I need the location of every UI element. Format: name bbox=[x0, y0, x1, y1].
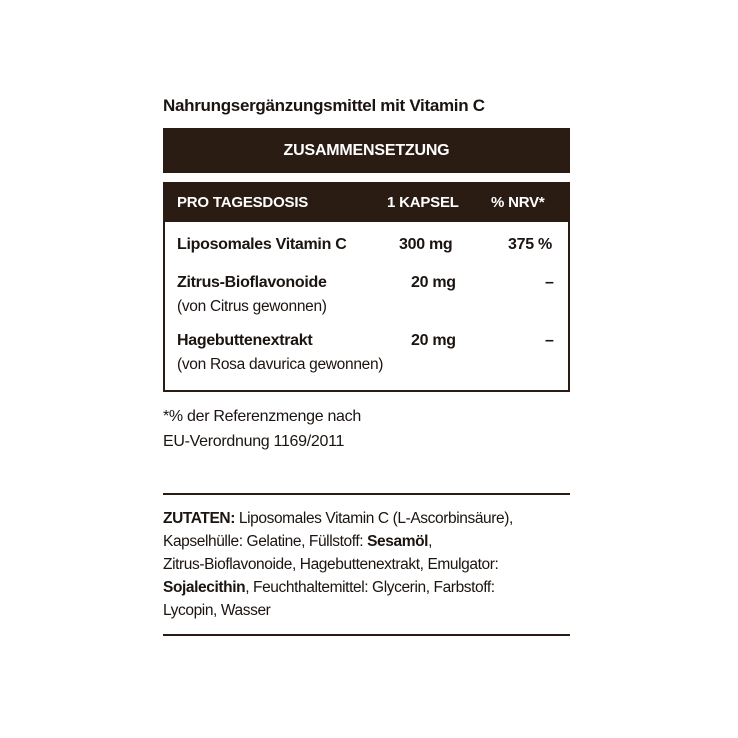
ingredients-text: Liposomales Vitamin C (L-Ascorbinsäure), bbox=[234, 510, 513, 527]
row-nrv: – bbox=[545, 332, 554, 349]
ingredients-text: Zitrus-Bioflavonoide, Hagebuttenextrakt, Emulgator: bbox=[163, 556, 499, 573]
footnote-line: EU-Verordnung 1169/2011 bbox=[163, 433, 345, 450]
ingredients-text: Lycopin, Wasser bbox=[163, 602, 271, 619]
allergen-sesame: Sesamöl bbox=[367, 533, 429, 550]
divider-top bbox=[163, 493, 570, 495]
ingredients-list bbox=[163, 507, 573, 622]
table-header-row bbox=[165, 184, 568, 222]
nutrition-table bbox=[163, 182, 570, 392]
ingredients-line bbox=[163, 530, 573, 553]
row-source: (von Citrus gewonnen) bbox=[177, 298, 327, 315]
ingredients-line bbox=[163, 507, 573, 530]
allergen-soy: Sojalecithin bbox=[163, 579, 246, 596]
row-source: (von Rosa davurica gewonnen) bbox=[177, 356, 384, 373]
product-title: Nahrungsergänzungsmittel mit Vitamin C bbox=[163, 96, 485, 115]
row-name: Liposomales Vitamin C bbox=[177, 236, 347, 253]
composition-header: ZUSAMMENSETZUNG bbox=[163, 128, 570, 173]
row-amount: 300 mg bbox=[399, 236, 453, 253]
ingredients-label: ZUTATEN: bbox=[163, 510, 235, 527]
divider-bottom bbox=[163, 634, 570, 636]
ingredients-line bbox=[163, 576, 573, 599]
header-dose: PRO TAGESDOSIS bbox=[177, 194, 309, 211]
footnote-line: *% der Referenzmenge nach bbox=[163, 408, 361, 425]
row-nrv: 375 % bbox=[508, 236, 552, 253]
row-name: Hagebuttenextrakt bbox=[177, 332, 313, 349]
ingredients-text: , Feuchthaltemittel: Glycerin, Farbstoff: bbox=[245, 579, 495, 596]
row-name: Zitrus-Bioflavonoide bbox=[177, 274, 327, 291]
row-amount: 20 mg bbox=[411, 332, 456, 349]
ingredients-line bbox=[163, 553, 573, 576]
ingredients-line bbox=[163, 599, 573, 622]
ingredients-text: , bbox=[428, 533, 432, 550]
header-nrv: % NRV* bbox=[491, 194, 545, 211]
header-amount: 1 KAPSEL bbox=[387, 194, 459, 211]
row-nrv: – bbox=[545, 274, 554, 291]
row-amount: 20 mg bbox=[411, 274, 456, 291]
nrv-footnote bbox=[163, 404, 361, 454]
ingredients-text: Kapselhülle: Gelatine, Füllstoff: bbox=[163, 533, 368, 550]
